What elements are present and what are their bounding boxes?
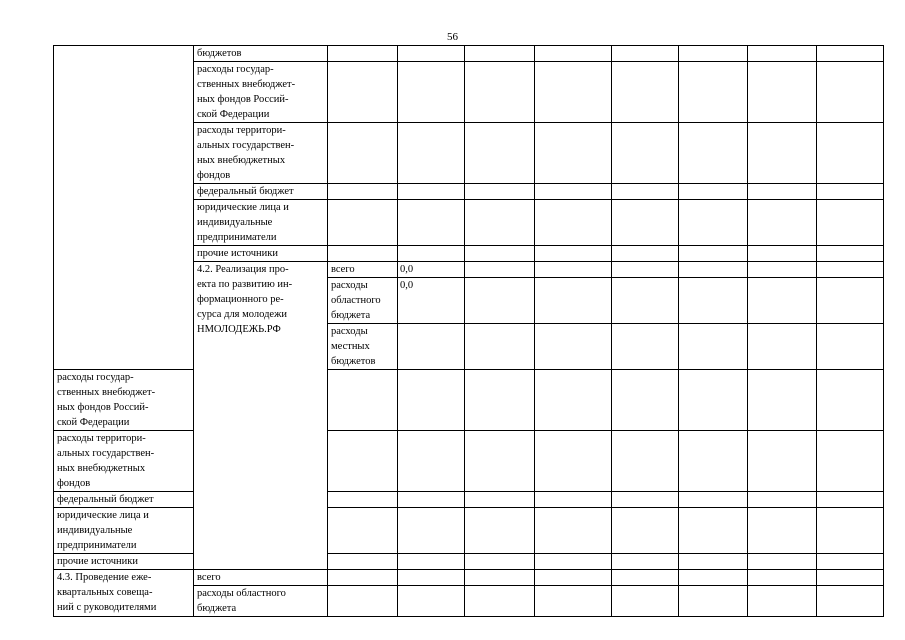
- value-cell: [679, 554, 748, 570]
- value-cell: [612, 554, 679, 570]
- value-cell: [535, 200, 612, 246]
- funding-source-cell: расходы областного бюджета: [194, 586, 328, 617]
- table-row: [54, 46, 884, 62]
- value-cell: [398, 123, 465, 184]
- funding-source-cell: прочие источники: [54, 554, 194, 570]
- page-number: 56: [447, 31, 458, 43]
- value-cell: [817, 46, 884, 62]
- value-cell: [679, 324, 748, 370]
- value-cell: [748, 46, 817, 62]
- value-cell: [535, 278, 612, 324]
- value-cell: [679, 278, 748, 324]
- value-cell: [748, 262, 817, 278]
- value-cell: [679, 123, 748, 184]
- value-cell: [398, 586, 465, 617]
- value-cell: [679, 262, 748, 278]
- value-cell: [679, 508, 748, 554]
- value-cell: [465, 586, 535, 617]
- value-cell: [328, 431, 398, 492]
- value-cell: [535, 370, 612, 431]
- value-cell: [398, 246, 465, 262]
- funding-source-cell: расходы территори- альных государствен- ных внебюджетных фондов: [194, 123, 328, 184]
- value-cell: [398, 184, 465, 200]
- value-cell: [748, 123, 817, 184]
- value-cell: [328, 508, 398, 554]
- value-cell: [535, 46, 612, 62]
- value-cell: [679, 370, 748, 431]
- value-cell: [748, 492, 817, 508]
- value-cell: [328, 200, 398, 246]
- funding-source-cell: расходы местных бюджетов: [328, 324, 398, 370]
- value-cell: [398, 370, 465, 431]
- value-cell: [612, 246, 679, 262]
- value-cell: [612, 200, 679, 246]
- value-cell: [679, 570, 748, 586]
- value-cell: [679, 184, 748, 200]
- value-cell: [465, 262, 535, 278]
- value-cell: [465, 123, 535, 184]
- value-cell: [612, 123, 679, 184]
- funding-source-cell: федеральный бюджет: [194, 184, 328, 200]
- value-cell: [398, 62, 465, 123]
- value-cell: [612, 62, 679, 123]
- table-row: [54, 431, 884, 492]
- value-cell: [398, 570, 465, 586]
- funding-source-cell: бюджетов: [194, 46, 328, 62]
- value-cell: [465, 184, 535, 200]
- value-cell: [748, 62, 817, 123]
- value-cell: [612, 324, 679, 370]
- value-cell: [817, 570, 884, 586]
- value-cell: [612, 370, 679, 431]
- value-cell: [328, 184, 398, 200]
- value-cell: [465, 508, 535, 554]
- value-cell: [817, 370, 884, 431]
- value-cell: [465, 62, 535, 123]
- value-cell: [328, 370, 398, 431]
- funding-source-cell: юридические лица и индивидуальные предприниматели: [194, 200, 328, 246]
- funding-source-cell: федеральный бюджет: [54, 492, 194, 508]
- value-cell: [612, 278, 679, 324]
- value-cell: 0,0: [398, 278, 465, 324]
- value-cell: [465, 554, 535, 570]
- value-cell: [328, 586, 398, 617]
- value-cell: [817, 554, 884, 570]
- value-cell: [679, 62, 748, 123]
- value-cell: [612, 46, 679, 62]
- value-cell: [465, 492, 535, 508]
- value-cell: [679, 46, 748, 62]
- value-cell: [748, 586, 817, 617]
- value-cell: [817, 431, 884, 492]
- table-body: [54, 46, 884, 617]
- value-cell: [465, 370, 535, 431]
- value-cell: [535, 570, 612, 586]
- value-cell: [748, 508, 817, 554]
- table-row: [54, 554, 884, 570]
- funding-source-cell: всего: [328, 262, 398, 278]
- value-cell: [398, 324, 465, 370]
- event-name-cell: 4.3. Проведение еже- квартальных совеща- ний с руководителями: [54, 570, 194, 617]
- value-cell: [679, 431, 748, 492]
- value-cell: [465, 431, 535, 492]
- table-row: [54, 492, 884, 508]
- value-cell: [328, 492, 398, 508]
- value-cell: [748, 278, 817, 324]
- value-cell: [748, 200, 817, 246]
- value-cell: [328, 246, 398, 262]
- value-cell: [328, 554, 398, 570]
- value-cell: [612, 586, 679, 617]
- value-cell: [748, 184, 817, 200]
- value-cell: [748, 431, 817, 492]
- value-cell: [817, 278, 884, 324]
- value-cell: [535, 492, 612, 508]
- value-cell: [398, 554, 465, 570]
- funding-source-cell: расходы государ- ственных внебюджет- ных фондов Россий- ской Федерации: [54, 370, 194, 431]
- value-cell: [535, 184, 612, 200]
- value-cell: [465, 570, 535, 586]
- value-cell: [535, 508, 612, 554]
- value-cell: [465, 278, 535, 324]
- value-cell: [398, 492, 465, 508]
- value-cell: [817, 508, 884, 554]
- value-cell: [817, 324, 884, 370]
- value-cell: [328, 123, 398, 184]
- value-cell: [612, 570, 679, 586]
- value-cell: [398, 508, 465, 554]
- value-cell: [748, 246, 817, 262]
- value-cell: [748, 370, 817, 431]
- value-cell: [748, 570, 817, 586]
- value-cell: [748, 324, 817, 370]
- value-cell: 0,0: [398, 262, 465, 278]
- budget-table: [53, 45, 884, 617]
- value-cell: [679, 492, 748, 508]
- value-cell: [748, 554, 817, 570]
- value-cell: [817, 123, 884, 184]
- event-name-cell: 4.2. Реализация про- екта по развитию ин- формационного ре- сурса для молодежи НМОЛОДЕЖЬ.РФ: [194, 262, 328, 570]
- value-cell: [535, 246, 612, 262]
- value-cell: [817, 246, 884, 262]
- funding-source-cell: всего: [194, 570, 328, 586]
- value-cell: [535, 431, 612, 492]
- value-cell: [679, 586, 748, 617]
- value-cell: [612, 431, 679, 492]
- value-cell: [817, 262, 884, 278]
- table-row: [54, 370, 884, 431]
- value-cell: [465, 324, 535, 370]
- value-cell: [398, 46, 465, 62]
- event-name-cell: [54, 46, 194, 370]
- value-cell: [612, 508, 679, 554]
- value-cell: [535, 586, 612, 617]
- value-cell: [612, 492, 679, 508]
- value-cell: [465, 246, 535, 262]
- value-cell: [817, 586, 884, 617]
- value-cell: [535, 262, 612, 278]
- value-cell: [398, 200, 465, 246]
- value-cell: [817, 492, 884, 508]
- value-cell: [535, 123, 612, 184]
- funding-source-cell: расходы государ- ственных внебюджет- ных фондов Россий- ской Федерации: [194, 62, 328, 123]
- funding-source-cell: расходы областного бюджета: [328, 278, 398, 324]
- funding-source-cell: юридические лица и индивидуальные предприниматели: [54, 508, 194, 554]
- value-cell: [465, 200, 535, 246]
- value-cell: [328, 570, 398, 586]
- value-cell: [679, 246, 748, 262]
- value-cell: [612, 184, 679, 200]
- table-row: [54, 570, 884, 586]
- value-cell: [817, 62, 884, 123]
- value-cell: [817, 200, 884, 246]
- funding-source-cell: прочие источники: [194, 246, 328, 262]
- value-cell: [535, 324, 612, 370]
- table-row: [54, 508, 884, 554]
- value-cell: [535, 554, 612, 570]
- value-cell: [679, 200, 748, 246]
- value-cell: [328, 46, 398, 62]
- value-cell: [817, 184, 884, 200]
- funding-source-cell: расходы территори- альных государствен- ных внебюджетных фондов: [54, 431, 194, 492]
- value-cell: [465, 46, 535, 62]
- value-cell: [328, 62, 398, 123]
- value-cell: [535, 62, 612, 123]
- value-cell: [612, 262, 679, 278]
- value-cell: [398, 431, 465, 492]
